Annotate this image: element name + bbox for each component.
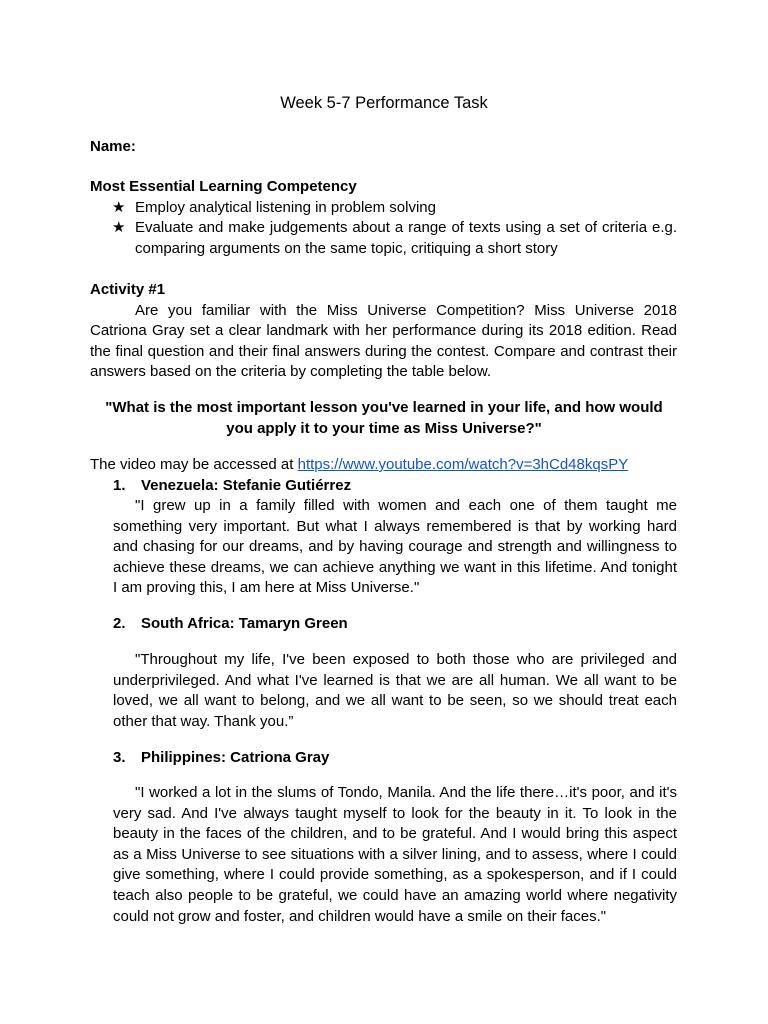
entry-title: Philippines: Catriona Gray bbox=[141, 749, 330, 766]
video-line bbox=[90, 455, 677, 476]
entry-title: South Africa: Tamaryn Green bbox=[141, 615, 348, 632]
competency-item-text: Employ analytical listening in problem solving bbox=[135, 198, 436, 216]
entry-number: 3. bbox=[113, 749, 126, 766]
entry-number: 1. bbox=[113, 477, 126, 494]
video-text: The video may be accessed at bbox=[90, 456, 298, 473]
competency-heading: Most Essential Learning Competency bbox=[90, 178, 357, 195]
page-title: Week 5-7 Performance Task bbox=[280, 94, 488, 112]
video-link[interactable]: https://www.youtube.com/watch?v=3hCd48kqsPY bbox=[297, 456, 629, 473]
entry-heading bbox=[113, 476, 351, 497]
entry-number: 2. bbox=[113, 615, 126, 632]
competency-section bbox=[90, 177, 677, 259]
activity-section bbox=[90, 280, 677, 383]
competency-item bbox=[90, 218, 677, 259]
star-bullet-icon: ★ bbox=[112, 198, 126, 216]
competency-item bbox=[90, 198, 677, 219]
name-label: Name: bbox=[90, 138, 136, 155]
activity-heading: Activity #1 bbox=[90, 281, 166, 298]
entry-answer: "Throughout my life, I've been exposed to both those who are privileged and underprivileged. And what I've learned is that we are all human. We all want to be loved, we all want to belong, and we all want to be seen, so we should treat each other that way. Thank you.” bbox=[113, 651, 677, 730]
entry-title: Venezuela: Stefanie Gutiérrez bbox=[141, 477, 352, 494]
entry-answer: "I grew up in a family filled with women and each one of them taught me something very important. But what I always remembered is that by working hard and chasing for our dreams, and by having courage and strength and willingness to achieve these dreams, we can achieve anything we want in this lifetime. And tonight I am proving this, I am here at Miss Universe." bbox=[113, 497, 677, 597]
entry-heading bbox=[113, 748, 329, 769]
star-bullet-icon: ★ bbox=[112, 219, 126, 237]
pageant-question: "What is the most important lesson you've learned in your life, and how would you apply it to your time as Miss Universe?" bbox=[105, 399, 663, 437]
competency-list bbox=[90, 198, 677, 260]
entry-answer: "I worked a lot in the slums of Tondo, Manila. And the life there…it's poor, and it's very sad. And I've always taught myself to look for the beauty in it. To look in the beauty in the faces of the children, and to be grateful. And I would bring this aspect as a Miss Universe to see situations with a silver lining, and to assess, where I could give something, where I could provide something, as a spokesperson, and if I could teach also people to be grateful, we could have an amazing world where negativity could not grow and foster, and children would have a smile on their faces." bbox=[113, 784, 677, 925]
entry-heading bbox=[113, 614, 348, 635]
activity-intro: Are you familiar with the Miss Universe Competition? Miss Universe 2018 Catriona Gray set a clear landmark with her performance during its 2018 edition. Read the final question and their final answers during the contest. Compare and contrast their answers based on the criteria by completing the table below. bbox=[90, 301, 677, 381]
competency-item-text: Evaluate and make judgements about a range of texts using a set of criteria e.g. comparing arguments on the same topic, critiquing a short story bbox=[135, 219, 677, 257]
